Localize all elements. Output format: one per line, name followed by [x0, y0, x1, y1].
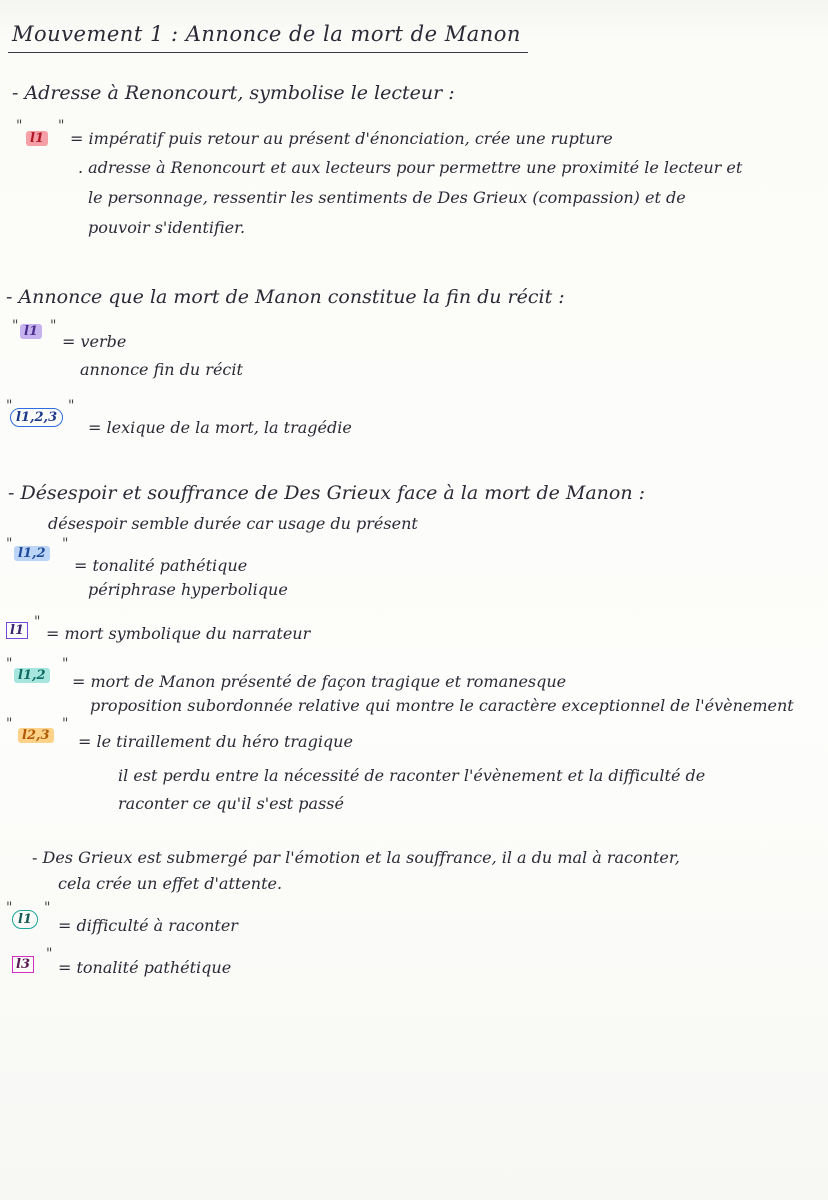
s2-line-1: = verbe	[62, 332, 127, 351]
close-quote: "	[58, 118, 65, 134]
close-quote: "	[44, 900, 51, 916]
line-ref-tag: l1	[6, 622, 28, 639]
open-quote: "	[12, 318, 19, 334]
s4-line-1: = difficulté à raconter	[58, 916, 238, 935]
line-ref-tag: l3	[12, 956, 34, 973]
close-quote: "	[50, 318, 57, 334]
s3-line-5: proposition subordonnée relative qui montre le caractère exceptionnel de l'évènement	[90, 696, 794, 715]
s2-line-2: annonce fin du récit	[80, 360, 243, 379]
s3-line-8: raconter ce qu'il s'est passé	[118, 794, 344, 813]
open-quote: "	[6, 398, 13, 414]
s1-line-4: pouvoir s'identifier.	[88, 218, 246, 237]
close-quote: "	[46, 946, 53, 962]
open-quote: "	[6, 656, 13, 672]
close-quote: "	[68, 398, 75, 414]
close-quote: "	[62, 656, 69, 672]
section-4-heading: - Des Grieux est submergé par l'émotion et la souffrance, il a du mal à raconter,	[32, 848, 680, 867]
line-ref-tag: l1,2	[14, 546, 50, 561]
s1-line-3: le personnage, ressentir les sentiments de Des Grieux (compassion) et de	[88, 188, 686, 207]
section-3-heading: - Désespoir et souffrance de Des Grieux face à la mort de Manon :	[8, 482, 646, 504]
section-1-heading: - Adresse à Renoncourt, symbolise le lecteur :	[12, 82, 455, 104]
close-quote: "	[62, 536, 69, 552]
open-quote: "	[6, 716, 13, 732]
title-underline	[8, 52, 528, 53]
s4-sub: cela crée un effet d'attente.	[58, 874, 283, 893]
s1-line-2: . adresse à Renoncourt et aux lecteurs pour permettre une proximité le lecteur et	[78, 158, 743, 177]
s3-line-1: = tonalité pathétique	[74, 556, 248, 575]
line-ref-tag: l1	[26, 131, 48, 146]
s4-line-2: = tonalité pathétique	[58, 958, 232, 977]
close-quote: "	[34, 614, 41, 630]
open-quote: "	[6, 900, 13, 916]
close-quote: "	[62, 716, 69, 732]
s2-line-3: = lexique de la mort, la tragédie	[88, 418, 352, 437]
s1-line-1: = impératif puis retour au présent d'énonciation, crée une rupture	[70, 129, 613, 148]
s3-line-6: = le tiraillement du héro tragique	[78, 732, 353, 751]
line-ref-tag: l1	[12, 910, 38, 929]
line-ref-tag: l1	[20, 324, 42, 339]
s3-line-7: il est perdu entre la nécessité de raconter l'évènement et la difficulté de	[118, 766, 706, 785]
s3-line-3: = mort symbolique du narrateur	[46, 624, 311, 643]
line-ref-tag: l1,2	[14, 668, 50, 683]
s3-sub: désespoir semble durée car usage du présent	[48, 514, 418, 533]
open-quote: "	[6, 536, 13, 552]
s3-line-4: = mort de Manon présenté de façon tragique et romanesque	[72, 672, 567, 691]
open-quote: "	[16, 118, 23, 134]
line-ref-tag: l2,3	[18, 728, 54, 743]
section-2-heading: - Annonce que la mort de Manon constitue la fin du récit :	[6, 286, 565, 308]
page-title: Mouvement 1 : Annonce de la mort de Manon	[12, 22, 521, 46]
s3-line-2: périphrase hyperbolique	[88, 580, 288, 599]
line-ref-tag: l1,2,3	[10, 408, 63, 427]
